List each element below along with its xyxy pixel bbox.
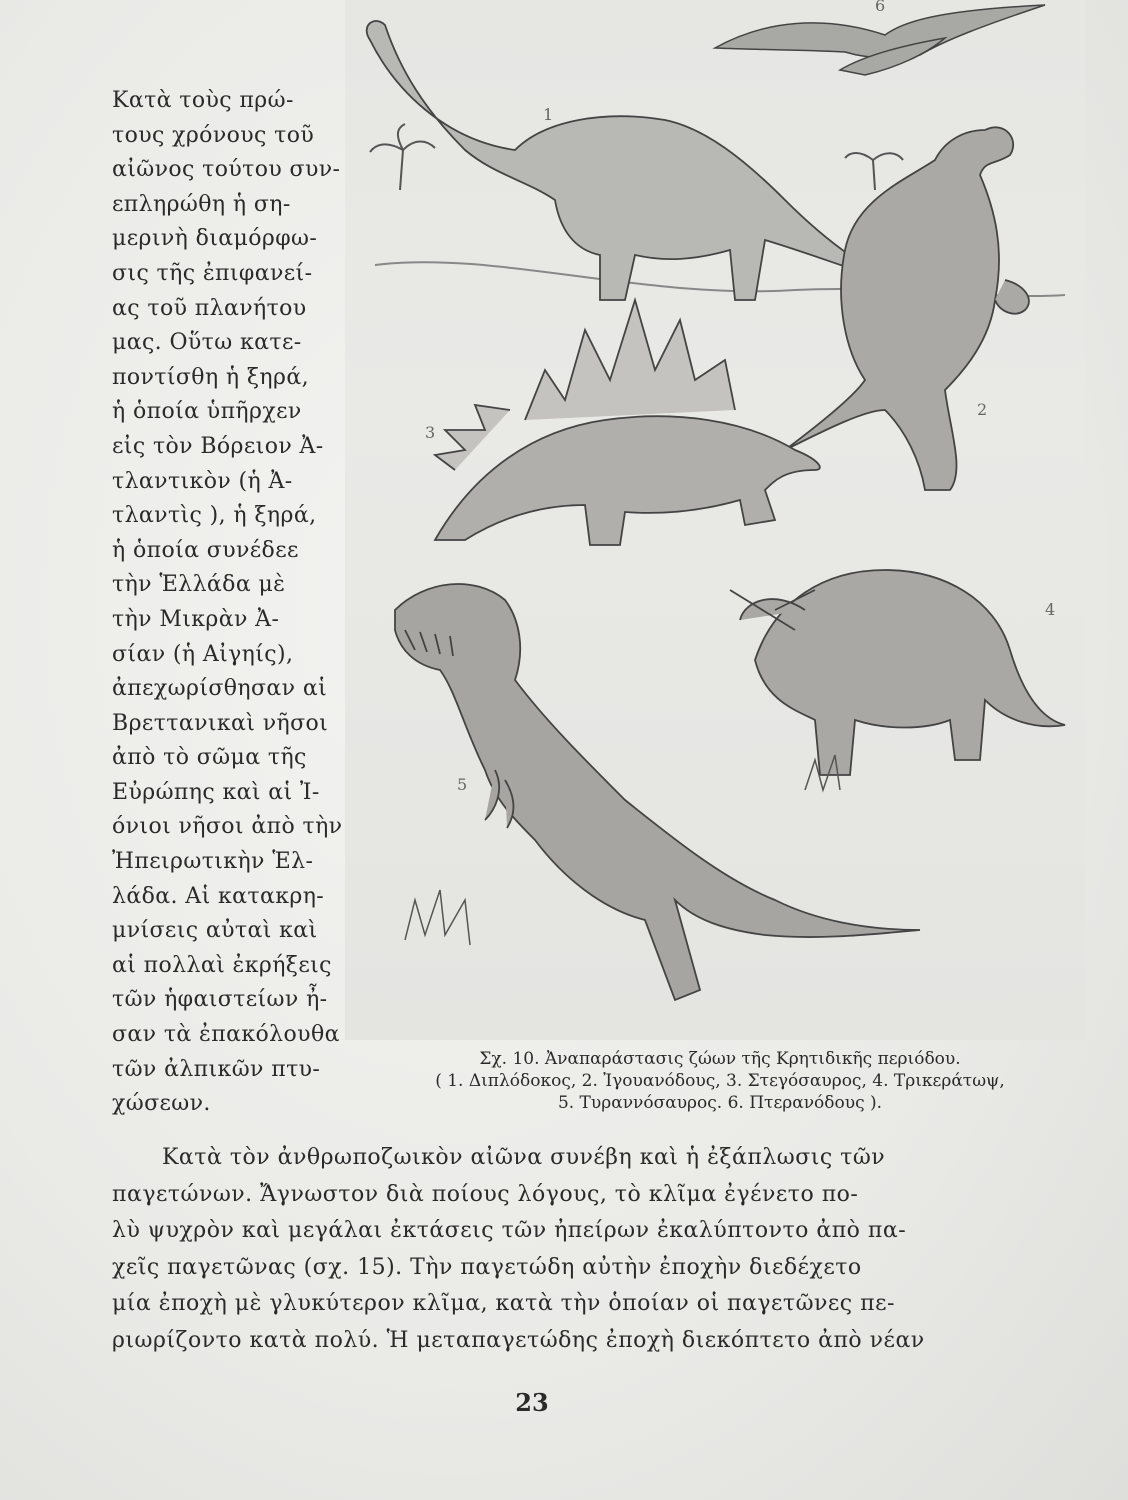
text-line: Κατὰ τὸν ἀνθρωποζωικὸν αἰῶνα συνέβη καὶ ἡ ἐξάπλωσις τῶν: [162, 1145, 886, 1170]
caption-line: 5. Τυραννόσαυρος. 6. Πτερανόδους ).: [557, 1093, 883, 1113]
body-paragraph: [112, 1140, 962, 1359]
text-line: επληρώθη ἡ ση-: [112, 191, 291, 217]
triceratops-drawing: [730, 570, 1065, 775]
stegosaurus-drawing: [435, 300, 820, 545]
caption-line: ( 1. Διπλόδοκος, 2. Ἰγουανόδους, 3. Στεγόσαυρος, 4. Τρικεράτωψ,: [435, 1071, 1005, 1091]
figure-label-1: 1: [543, 105, 554, 124]
text-line: σίαν (ἡ Αἰγηίς),: [112, 641, 294, 667]
text-line: χώσεων.: [112, 1091, 211, 1117]
page-number: 23: [515, 1388, 549, 1417]
figure-label-6: 6: [875, 0, 886, 15]
text-line: μερινὴ διαμόρφω-: [112, 226, 318, 252]
text-line: αἱ πολλαὶ ἐκρήξεις: [112, 952, 332, 978]
text-line: τὴν Μικρὰν Ἀ-: [112, 606, 280, 632]
text-line: λάδα. Αἱ κατακρη-: [112, 883, 325, 909]
illustration-drawing: [345, 0, 1085, 1040]
grass-drawing: [405, 890, 470, 945]
text-line: μία ἐποχὴ μὲ γλυκύτερον κλῖμα, κατὰ τὴν ὁποίαν οἱ παγετῶνες πε-: [112, 1291, 895, 1316]
text-line: μας. Οὕτω κατε-: [112, 330, 302, 356]
figure-label-2: 2: [977, 400, 988, 419]
text-line: Εὐρώπης καὶ αἱ Ἰ-: [112, 779, 320, 805]
figure-label-3: 3: [425, 423, 436, 442]
text-line: παγετώνων. Ἄγνωστον διὰ ποίους λόγους, τὸ κλῖμα ἐγένετο πο-: [112, 1181, 859, 1207]
text-line: χεῖς παγετῶνας (σχ. 15). Τὴν παγετώδη αὐτὴν ἐποχὴν διεδέχετο: [112, 1254, 862, 1280]
text-line: ἀπὸ τὸ σῶμα τῆς: [112, 745, 307, 771]
text-line: σαν τὰ ἐπακόλουθα: [112, 1022, 340, 1048]
text-line: τλαντὶς ), ἡ ξηρά,: [112, 503, 317, 529]
figure-label-4: 4: [1045, 600, 1056, 619]
text-line: μνίσεις αὐταὶ καὶ: [112, 918, 318, 944]
text-line: τλαντικὸν (ἡ Ἀ-: [112, 468, 293, 494]
figure-caption: [360, 1048, 1080, 1114]
text-line: τους χρόνους τοῦ: [112, 122, 315, 148]
text-line: τῶν ἀλπικῶν πτυ-: [112, 1056, 321, 1082]
text-line: Ἠπειρωτικὴν Ἑλ-: [112, 849, 314, 875]
text-line: σις τῆς ἐπιφανεί-: [112, 260, 313, 286]
diplodocus-drawing: [367, 21, 905, 300]
caption-line: Σχ. 10. Ἀναπαράστασις ζώων τῆς Κρητιδικῆς περιόδου.: [479, 1049, 961, 1069]
text-line: λὺ ψυχρὸν καὶ μεγάλαι ἐκτάσεις τῶν ἠπείρων ἐκαλύπτοντο ἀπὸ πα-: [112, 1218, 907, 1243]
dinosaur-illustration: [345, 0, 1085, 1040]
text-line: ποντίσθη ἡ ξηρά,: [112, 364, 309, 390]
text-line: ἀπεχωρίσθησαν αἱ: [112, 676, 328, 702]
text-line: τῶν ἡφαιστείων ἦ-: [112, 987, 328, 1013]
pteranodon-drawing: [715, 5, 1045, 75]
text-line: όνιοι νῆσοι ἀπὸ τὴν: [112, 814, 343, 840]
text-line: ας τοῦ πλανήτου: [112, 295, 307, 321]
text-line: τὴν Ἑλλάδα μὲ: [112, 572, 286, 598]
palm-tree-drawing: [370, 124, 435, 190]
text-line: αἰῶνος τούτου συν-: [112, 157, 341, 183]
iguanodon-drawing: [785, 127, 1029, 490]
figure-label-5: 5: [457, 775, 468, 794]
side-text-column: [112, 84, 343, 1122]
text-line: ἡ ὁποία συνέδεε: [112, 537, 299, 563]
text-line: εἰς τὸν Βόρειον Ἀ-: [112, 433, 324, 459]
text-line: Κατὰ τοὺς πρώ-: [112, 88, 294, 113]
text-line: ριωρίζοντο κατὰ πολύ. Ἡ μεταπαγετώδης ἐποχὴ διεκόπτετο ἀπὸ νέαν: [112, 1327, 925, 1353]
text-line: ἡ ὁποία ὑπῆρχεν: [112, 399, 302, 425]
text-line: Βρεττανικαὶ νῆσοι: [112, 710, 329, 736]
